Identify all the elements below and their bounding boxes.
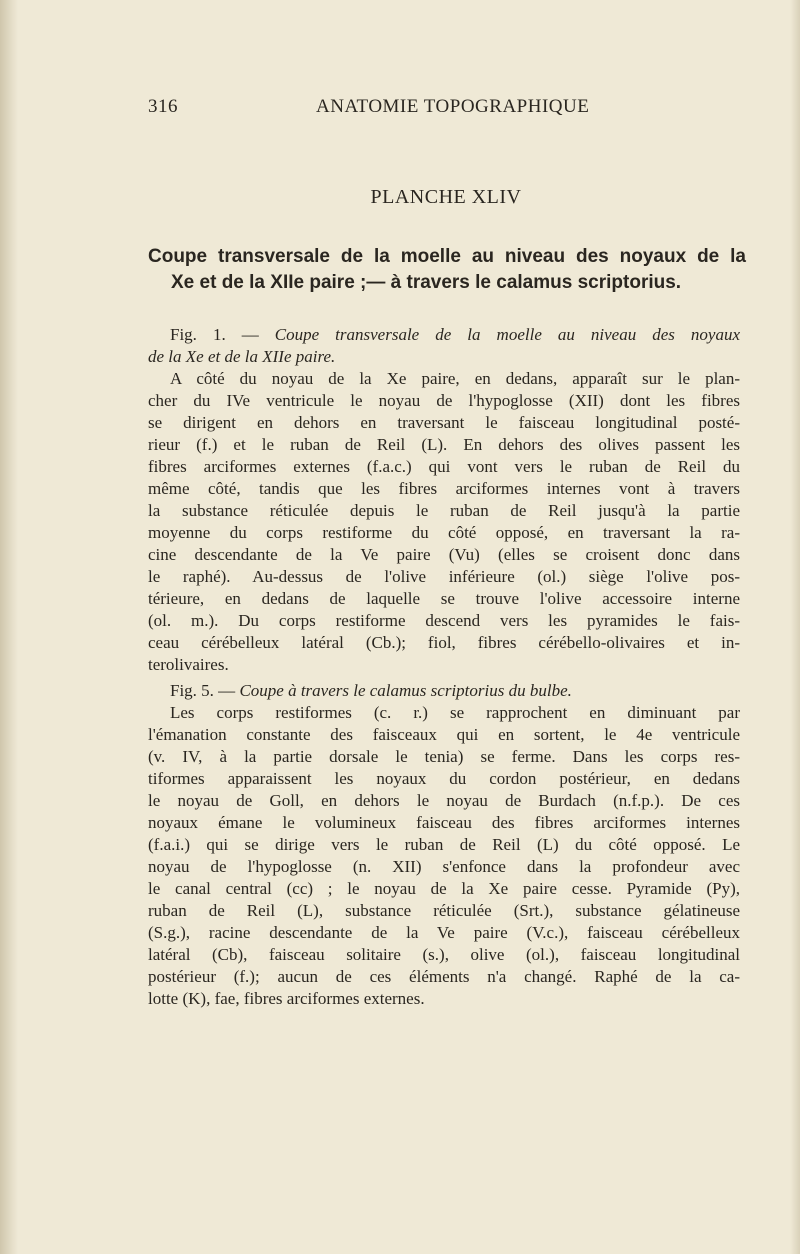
paragraph-line: rieur (f.) et le ruban de Reil (L). En dehors des olives passent les <box>148 435 740 454</box>
paragraph-line: ruban de Reil (L), substance réticulée (Srt.), substance gélatineuse <box>148 901 740 920</box>
paragraph-line: le canal central (cc) ; le noyau de la Xe paire cesse. Pyramide (Py), <box>148 879 740 898</box>
plate-label: PLANCHE XLIV <box>370 186 522 208</box>
page-number: 316 <box>148 96 178 117</box>
figure-caption <box>148 680 740 702</box>
figure-5-section <box>148 680 740 1010</box>
paragraph-line: (v. IV, à la partie dorsale le tenia) se ferme. Dans les corps res- <box>148 747 740 766</box>
paragraph-line: le raphé). Au-dessus de l'olive inférieure (ol.) siège l'olive pos- <box>148 567 740 586</box>
paragraph-line: cher du IVe ventricule le noyau de l'hypoglosse (XII) dont les fibres <box>148 391 740 410</box>
paragraph-line: se dirigent en dehors en traversant le faisceau longitudinal posté- <box>148 413 740 432</box>
plate-title-line: Coupe transversale de la moelle au niveau des noyaux de la <box>148 246 746 267</box>
running-title: ANATOMIE TOPOGRAPHIQUE <box>316 96 590 117</box>
plate-title <box>148 244 746 296</box>
paragraph-line: noyau de l'hypoglosse (n. XII) s'enfonce dans la profondeur avec <box>148 857 740 876</box>
caption-text: Coupe à travers le calamus scriptorius du bulbe. <box>239 681 572 700</box>
paragraph-line: noyaux émane le volumineux faisceau des fibres arciformes internes <box>148 813 740 832</box>
paragraph-line: ceau cérébelleux latéral (Cb.); fiol, fibres cérébello-olivaires et in- <box>148 633 740 652</box>
paragraph-line: fibres arciformes externes (f.a.c.) qui vont vers le ruban de Reil du <box>148 457 740 476</box>
paragraph-line: lotte (K), fae, fibres arciformes externes. <box>148 989 425 1008</box>
paragraph-line: (S.g.), racine descendante de la Ve paire (V.c.), faisceau cérébelleux <box>148 923 740 942</box>
paragraph-line: terolivaires. <box>148 655 229 674</box>
running-header <box>148 96 748 122</box>
caption-text: Coupe transversale de la moelle au niveau des noyaux <box>274 325 741 344</box>
figure-1-section <box>148 324 740 676</box>
figure-label: Fig. 5. — <box>170 681 236 700</box>
figure-label: Fig. 1. — <box>170 325 259 344</box>
paragraph-line: postérieur (f.); aucun de ces éléments n'a changé. Raphé de la ca- <box>148 967 740 986</box>
plate-title-line: Xe et de la XIIe paire ;— à travers le calamus scriptorius. <box>171 272 682 293</box>
paragraph-line: térieure, en dedans de laquelle se trouve l'olive accessoire interne <box>148 589 740 608</box>
paragraph-line: tiformes apparaissent les noyaux du cordon postérieur, en dedans <box>148 769 740 788</box>
paragraph-line: (f.a.i.) qui se dirige vers le ruban de Reil (L) du côté opposé. Le <box>148 835 740 854</box>
paragraph-line: le noyau de Goll, en dehors le noyau de Burdach (n.f.p.). De ces <box>148 791 740 810</box>
paragraph-line: l'émanation constante des faisceaux qui en sortent, le 4e ventricule <box>148 725 740 744</box>
paragraph-line: moyenne du corps restiforme du côté opposé, en traversant la ra- <box>148 523 740 542</box>
figure-caption <box>148 324 740 346</box>
paragraph-line: cine descendante de la Ve paire (Vu) (elles se croisent donc dans <box>148 545 740 564</box>
paragraph-line: même côté, tandis que les fibres arciformes internes vont à travers <box>148 479 740 498</box>
paragraph-line: A côté du noyau de la Xe paire, en dedans, apparaît sur le plan- <box>170 369 740 388</box>
caption-text: de la Xe et de la XIIe paire. <box>148 347 336 366</box>
paragraph-line: Les corps restiformes (c. r.) se rapprochent en diminuant par <box>170 703 740 722</box>
paragraph-line: latéral (Cb), faisceau solitaire (s.), olive (ol.), faisceau longitudinal <box>148 945 740 964</box>
paragraph-line: la substance réticulée depuis le ruban de Reil jusqu'à la partie <box>148 501 740 520</box>
paragraph-line: (ol. m.). Du corps restiforme descend vers les pyramides le fais- <box>148 611 740 630</box>
